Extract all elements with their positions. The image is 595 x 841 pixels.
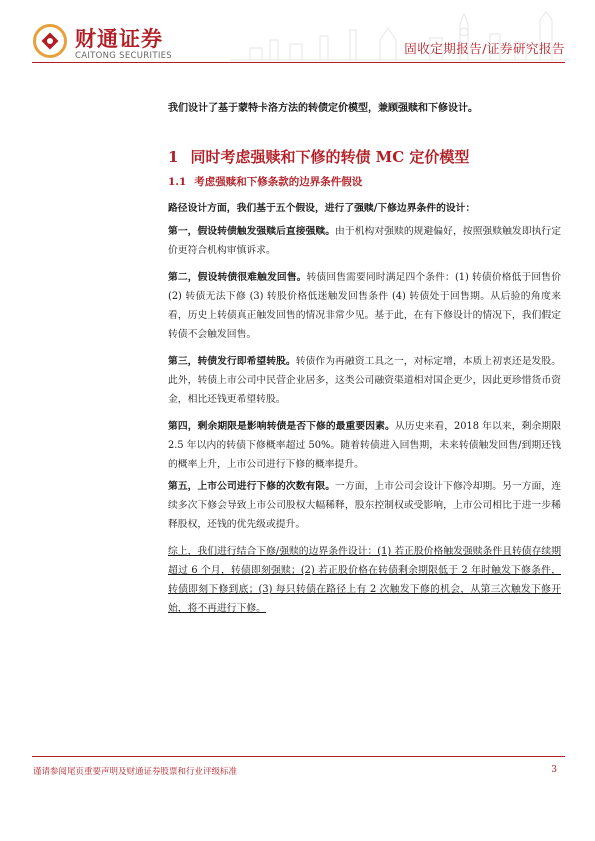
assumption-1-body: 由于机构对强赎的规避偏好，按照强赎触发即执行定价更符合机构审慎诉求。 <box>168 226 562 256</box>
summary-paragraph: 综上，我们进行结合下修/强赎的边界条件设计：(1) 若正股价格触发强赎条件且转债存续期超过 6 个月，转债即刻强赎；(2) 若正股价格在转债剩余期限低于 2 年时触发下修条件，转债即刻下修到底；(3) 每只转债在路径上有 2 次触发下修的机会，从第三次触发下修开始，将不再进行下修。 <box>168 546 561 614</box>
section-heading <box>168 146 469 167</box>
section-number: 1 <box>168 148 179 166</box>
assumption-3-body: 转债作为再融资工具之一，对标定增，本质上初衷还是发股。此外，转债上市公司中民营企业居多，这类公司融资渠道相对国企更少，因此更珍惜货币资金，相比还钱更希望转股。 <box>168 356 561 405</box>
assumption-5-heading: 第五，上市公司进行下修的次数有限。 <box>168 481 336 492</box>
assumption-paragraph-4 <box>168 417 561 474</box>
subsection-heading <box>168 174 362 189</box>
footer-divider <box>32 756 565 757</box>
assumption-paragraph-3 <box>168 352 561 409</box>
assumption-paragraph-2 <box>168 268 561 344</box>
report-type-title: 固收定期报告/证券研究报告 <box>404 41 565 56</box>
assumption-4-heading: 第四，剩余期限是影响转债是否下修的最重要因素。 <box>168 421 395 432</box>
header-divider <box>32 62 565 63</box>
logo-chinese-name: 财通证券 <box>75 27 163 51</box>
page-number: 3 <box>551 765 557 775</box>
subsection-number: 1.1 <box>168 176 187 188</box>
section-title: 同时考虑强赎和下修的转债 MC 定价模型 <box>190 148 470 166</box>
assumption-4-body: 从历史来看，2018 年以来，剩余期限 2.5 年以内的转债下修概率超过 50%。随着转债进入回售期，未来转债触发回售/到期还钱的概率上升，上市公司进行下修的概率提升。 <box>168 421 562 470</box>
intro-sentence: 我们设计了基于蒙特卡洛方法的转债定价模型，兼顾强赎和下修设计。 <box>168 103 478 114</box>
lead-text: 路径设计方面，我们基于五个假设，进行了强赎/下修边界条件的设计： <box>168 203 476 214</box>
assumption-2-body: 转债回售需要同时满足四个条件：(1) 转债价格低于回售价 (2) 转债无法下修 (3) 转股价格低迷触发回售条件 (4) 转债处于回售期。从后验的角度来看，历史上转债真正触发回售的情况非常少见。基于此，在有下修设计的情况下，我们假定转债不会触发回售。 <box>168 272 561 340</box>
lead-paragraph <box>168 199 561 218</box>
assumption-3-heading: 第三，转债发行即希望转股。 <box>168 356 296 367</box>
assumption-paragraph-1 <box>168 222 561 260</box>
subsection-title: 考虑强赎和下修条款的边界条件假设 <box>194 176 363 188</box>
assumption-2-heading: 第二，假设转债很难触发回售。 <box>168 272 307 283</box>
caitong-coin-icon <box>33 24 67 58</box>
assumption-5-body: 一方面，上市公司会设计下修冷却期。另一方面，连续多次下修会导致上市公司股权大幅稀释，股东控制权或受影响，上市公司相比于进一步稀释股权，还钱的优先级或提升。 <box>168 481 562 530</box>
assumption-paragraph-5 <box>168 477 561 534</box>
disclaimer-note: 谨请参阅尾页重要声明及财通证券股票和行业评级标准 <box>33 767 238 777</box>
assumption-1-heading: 第一，假设转债触发强赎后直接强赎。 <box>168 226 336 237</box>
logo-english-name: CAITONG SECURITIES <box>75 51 172 61</box>
